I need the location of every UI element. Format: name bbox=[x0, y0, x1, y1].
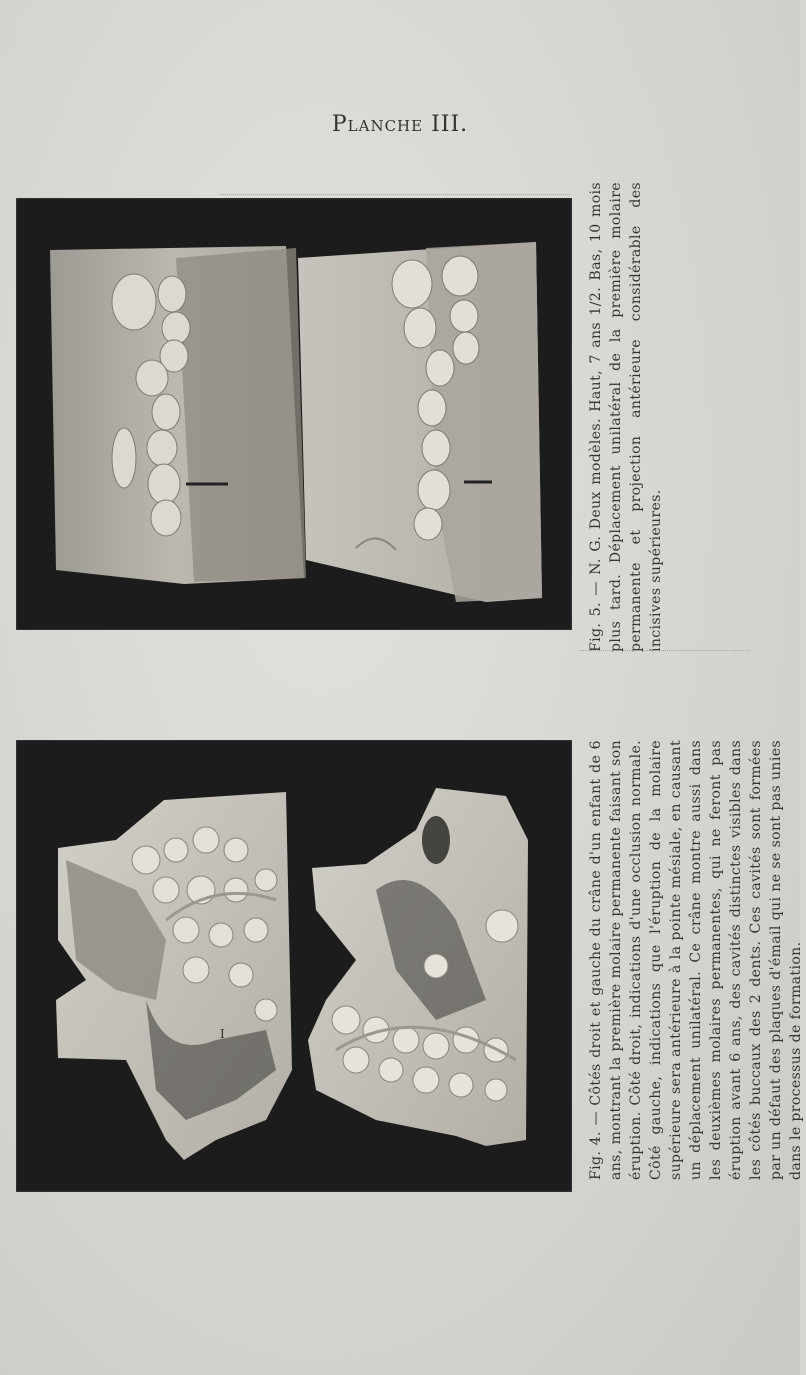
svg-text:I: I bbox=[220, 1027, 225, 1041]
figure-5-caption-text: Fig. 5. — N. G. Deux modèles. Haut, 7 ans 1/2. Bas, 10 mois plus tard. Déplacement unilatéral de la première molaire permanente et projection antérieure considérable des incisives supérieures. bbox=[588, 182, 664, 652]
figure-4-photo bbox=[16, 740, 572, 1192]
plate-title: Planche III. bbox=[331, 112, 469, 137]
skull-illustration bbox=[16, 740, 572, 1192]
dotted-rule bbox=[220, 194, 570, 195]
dental-casts-illustration bbox=[16, 198, 572, 630]
figure-5-photo bbox=[16, 198, 572, 630]
figure-4-caption-text: Fig. 4. — Côtés droit et gauche du crâne d'un enfant de 6 ans, montrant la première molaire permanente faisant son éruption. Côté droit, indications d'une occlusion normale. Côté gauche, indications que l'éruption de la molaire supérieure sera antérieure à la pointe mésiale, en causant un déplacement unilatéral. Ce crâne montre aussi dans les deuxièmes molaires permanentes, qui ne feront pas éruption avant 6 ans, des cavités distinctes visibles dans les côtés buccaux des 2 dents. Ces cavités sont formées par un défaut des plaques d'émail qui ne se sont pas unies dans le processus de formation. bbox=[588, 740, 804, 1180]
dotted-rule bbox=[580, 650, 750, 651]
